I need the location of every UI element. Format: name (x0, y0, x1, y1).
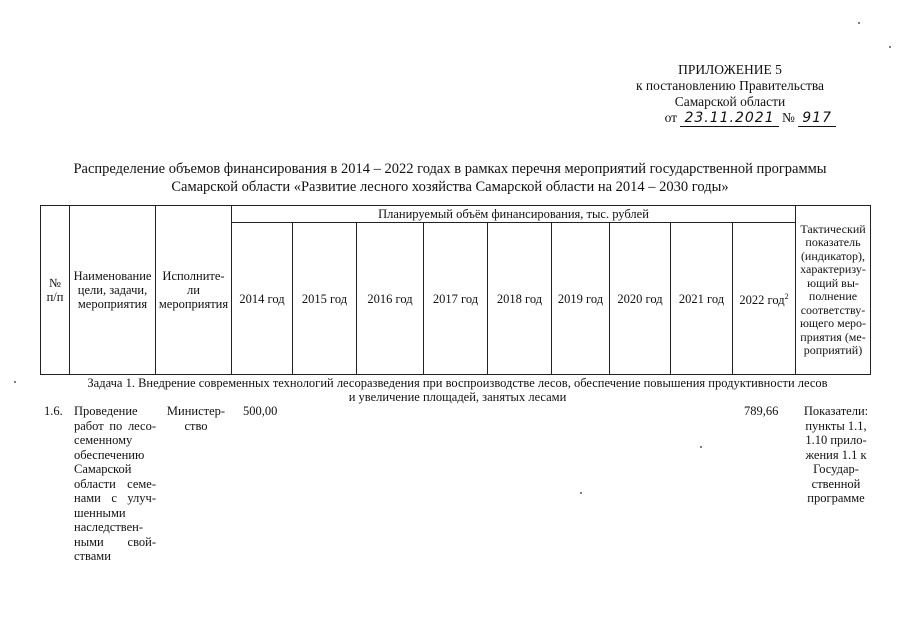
appendix-header (560, 62, 900, 126)
row-executor: Министер-ство (166, 404, 226, 433)
scan-speck (580, 492, 582, 494)
year-header: 2020 год (610, 223, 671, 375)
row-name: Проведение работ по лесо-семенному обеспечению Самарской области семе-нами с улуч-шенными наследствен-ными свой-ствами (74, 404, 156, 563)
appendix-line1: к постановлению Правительства (635, 78, 825, 93)
appendix-line2: Самарской области (674, 94, 786, 109)
scan-speck (14, 381, 16, 383)
number-prefix: № (782, 110, 795, 125)
task-line1: Задача 1. Внедрение современных технологий лесоразведения при воспроизводстве лесов, обеспечение повышения продуктивности лесов (87, 376, 828, 390)
appendix-date-line (560, 110, 900, 126)
row-number: 1.6. (44, 404, 63, 418)
footnote-mark: 2 (784, 291, 789, 301)
title-line1: Распределение объемов финансирования в 2014 – 2022 годах в рамках перечня мероприятий государственной программы (73, 161, 827, 177)
col-num-header: № п/п (41, 206, 70, 375)
year-header: 2014 год (232, 223, 293, 375)
date-value: 23.11.2021 (680, 110, 778, 127)
col-plan-header: Планируемый объём финансирования, тыс. рублей (232, 206, 796, 223)
year-2022-label: 2022 год (739, 293, 785, 308)
scan-speck (889, 46, 891, 48)
task-heading (70, 376, 845, 404)
year-header: 2019 год (552, 223, 610, 375)
col-indicator-header: Тактический показатель (индикатор), характеризу-ющий вы-полнение соответству-ющего меро-приятия (ме-роприятий) (796, 206, 871, 375)
row-indicator: Показатели: пункты 1.1, 1.10 прило-жения 1.1 к Государ-ственной программе (803, 404, 869, 505)
year-header: 2018 год (488, 223, 552, 375)
scan-speck (858, 22, 860, 24)
task-line2: и увеличение площадей, занятых лесами (348, 390, 567, 404)
year-header: 2017 год (424, 223, 488, 375)
year-header: 2016 год (357, 223, 424, 375)
document-title (40, 160, 860, 196)
number-value: 917 (798, 110, 836, 127)
year-header: 2015 год (293, 223, 357, 375)
date-prefix: от (664, 110, 678, 125)
scan-speck (700, 446, 702, 448)
row-value-2022: 789,66 (744, 404, 779, 418)
col-name-header: Наименование цели, задачи, мероприятия (70, 206, 156, 375)
row-value-2014: 500,00 (243, 404, 278, 418)
appendix-title: ПРИЛОЖЕНИЕ 5 (678, 62, 782, 77)
col-exec-header: Исполните-ли мероприятия (156, 206, 232, 375)
header-table (40, 205, 871, 375)
year-header: 2021 год (671, 223, 733, 375)
year-header-2022 (733, 223, 796, 375)
title-line2: Самарской области «Развитие лесного хозяйства Самарской области на 2014 – 2030 годы» (171, 179, 729, 195)
